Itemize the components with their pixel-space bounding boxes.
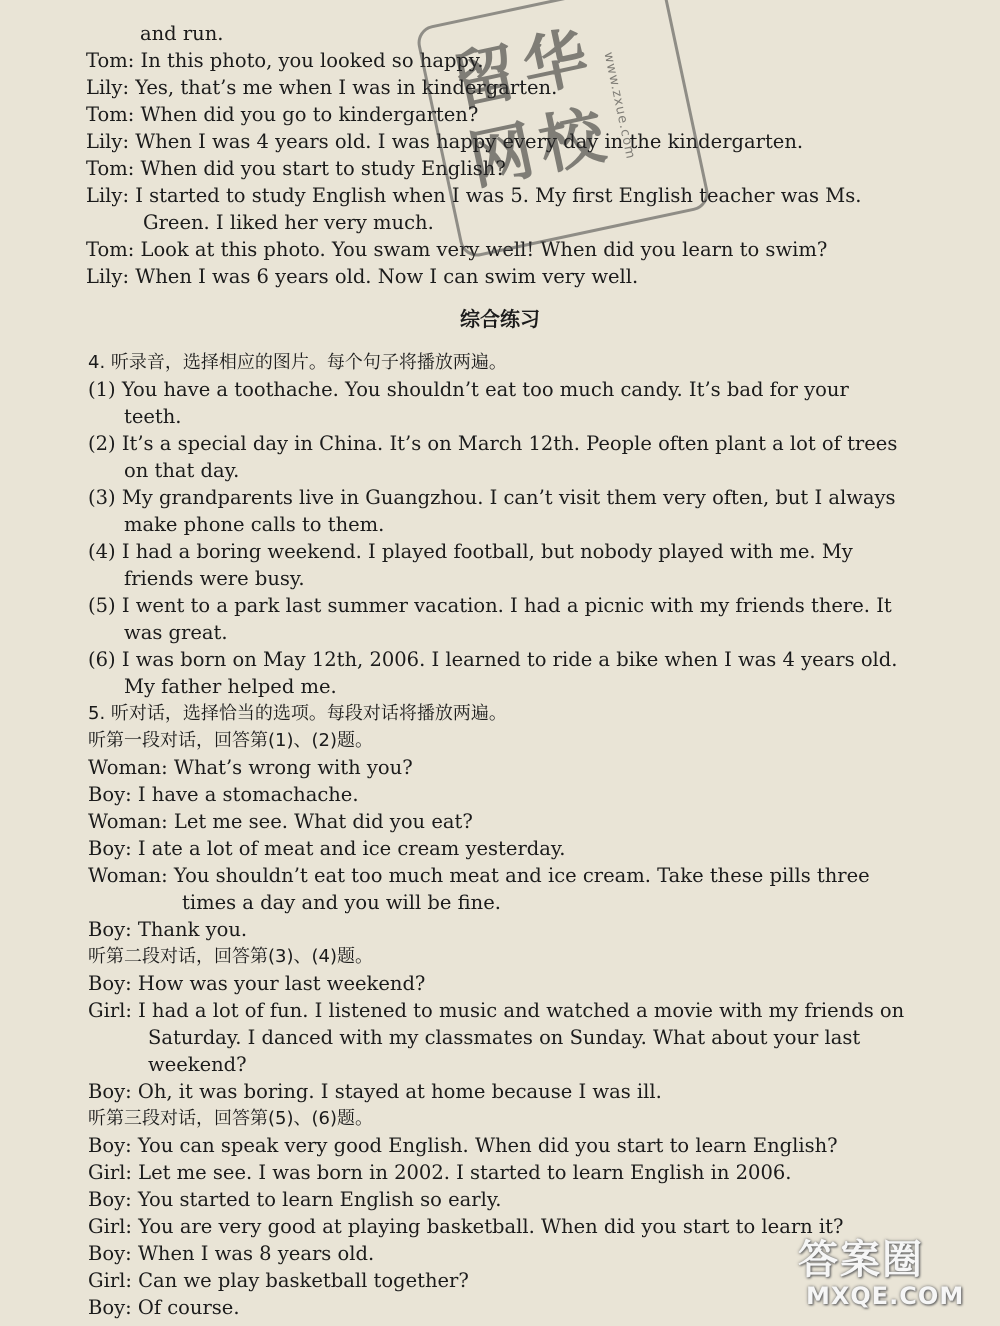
text-line: (6) I was born on May 12th, 2006. I learned to ride a bike when I was 4 years old. [88, 648, 898, 671]
text-line: Tom: When did you go to kindergarten? [86, 103, 479, 126]
text-line: My father helped me. [124, 675, 337, 698]
text-line: was great. [124, 621, 228, 644]
text-line: (4) I had a boring weekend. I played football, but nobody played with me. My [88, 540, 853, 563]
dialogue-heading: 听第三段对话，回答第(5)、(6)题。 [88, 1108, 373, 1129]
text-line: Lily: When I was 6 years old. Now I can swim very well. [86, 265, 639, 288]
stamp-char: 网 [462, 113, 541, 200]
text-line: Girl: Let me see. I was born in 2002. I started to learn English in 2006. [88, 1161, 792, 1184]
text-line: make phone calls to them. [124, 513, 385, 536]
question-heading: 5. 听对话，选择恰当的选项。每段对话将播放两遍。 [88, 703, 507, 724]
text-line: times a day and you will be fine. [182, 891, 501, 914]
stamp-char: 留 [446, 35, 525, 122]
text-line: (5) I went to a park last summer vacation. I had a picnic with my friends there. It [88, 594, 892, 617]
text-line: (2) It’s a special day in China. It’s on March 12th. People often plant a lot of trees [88, 432, 898, 455]
text-line: teeth. [124, 405, 182, 428]
watermark-site-text: MXQE.COM [806, 1282, 965, 1310]
watermark [798, 1238, 964, 1310]
stamp-url: www.zxue.com [600, 50, 638, 161]
question-heading: 4. 听录音，选择相应的图片。每个句子将播放两遍。 [88, 352, 507, 373]
stamp-char: 华 [516, 20, 595, 107]
text-line: Boy: I have a stomachache. [88, 783, 359, 806]
watermark-logo-text: 答案圈 [798, 1237, 924, 1283]
section-heading: 综合练习 [460, 307, 540, 331]
text-line: Boy: You started to learn English so early. [88, 1188, 502, 1211]
text-line: Girl: I had a lot of fun. I listened to music and watched a movie with my friends on [88, 999, 905, 1022]
text-line: (3) My grandparents live in Guangzhou. I can’t visit them very often, but I always [88, 486, 896, 509]
text-line: and run. [140, 22, 224, 45]
text-line: friends were busy. [124, 567, 305, 590]
text-line: Tom: Look at this photo. You swam very well! When did you learn to swim? [86, 238, 828, 261]
text-line: on that day. [124, 459, 240, 482]
dialogue-heading: 听第二段对话，回答第(3)、(4)题。 [88, 946, 373, 967]
stamp-char: 校 [533, 98, 612, 185]
text-line: Girl: Can we play basketball together? [88, 1269, 469, 1292]
text-line: Woman: Let me see. What did you eat? [88, 810, 473, 833]
text-line: Boy: I ate a lot of meat and ice cream yesterday. [88, 837, 566, 860]
text-line: Saturday. I danced with my classmates on Sunday. What about your last [148, 1026, 861, 1049]
text-line: Boy: You can speak very good English. When did you start to learn English? [88, 1134, 838, 1157]
text-line: Boy: Thank you. [88, 918, 248, 941]
text-line: weekend? [148, 1053, 247, 1076]
text-line: Boy: Oh, it was boring. I stayed at home because I was ill. [88, 1080, 662, 1103]
text-line: Girl: You are very good at playing basketball. When did you start to learn it? [88, 1215, 844, 1238]
text-line: Green. I liked her very much. [143, 211, 434, 234]
text-line: Lily: I started to study English when I was 5. My first English teacher was Ms. [86, 184, 862, 207]
text-line: Woman: What’s wrong with you? [88, 756, 413, 779]
text-line: (1) You have a toothache. You shouldn’t eat too much candy. It’s bad for your [88, 378, 849, 401]
text-line: Boy: How was your last weekend? [88, 972, 426, 995]
text-line: Lily: When I was 4 years old. I was happy every day in the kindergarten. [86, 130, 804, 153]
text-line: Tom: When did you start to study English? [86, 157, 506, 180]
dialogue-heading: 听第一段对话，回答第(1)、(2)题。 [88, 730, 373, 751]
text-line: Woman: You shouldn’t eat too much meat and ice cream. Take these pills three [88, 864, 870, 887]
text-line: Tom: In this photo, you looked so happy. [86, 49, 484, 72]
text-line: Boy: Of course. [88, 1296, 240, 1319]
text-line: Boy: When I was 8 years old. [88, 1242, 375, 1265]
text-line: Lily: Yes, that’s me when I was in kindergarten. [86, 76, 558, 99]
